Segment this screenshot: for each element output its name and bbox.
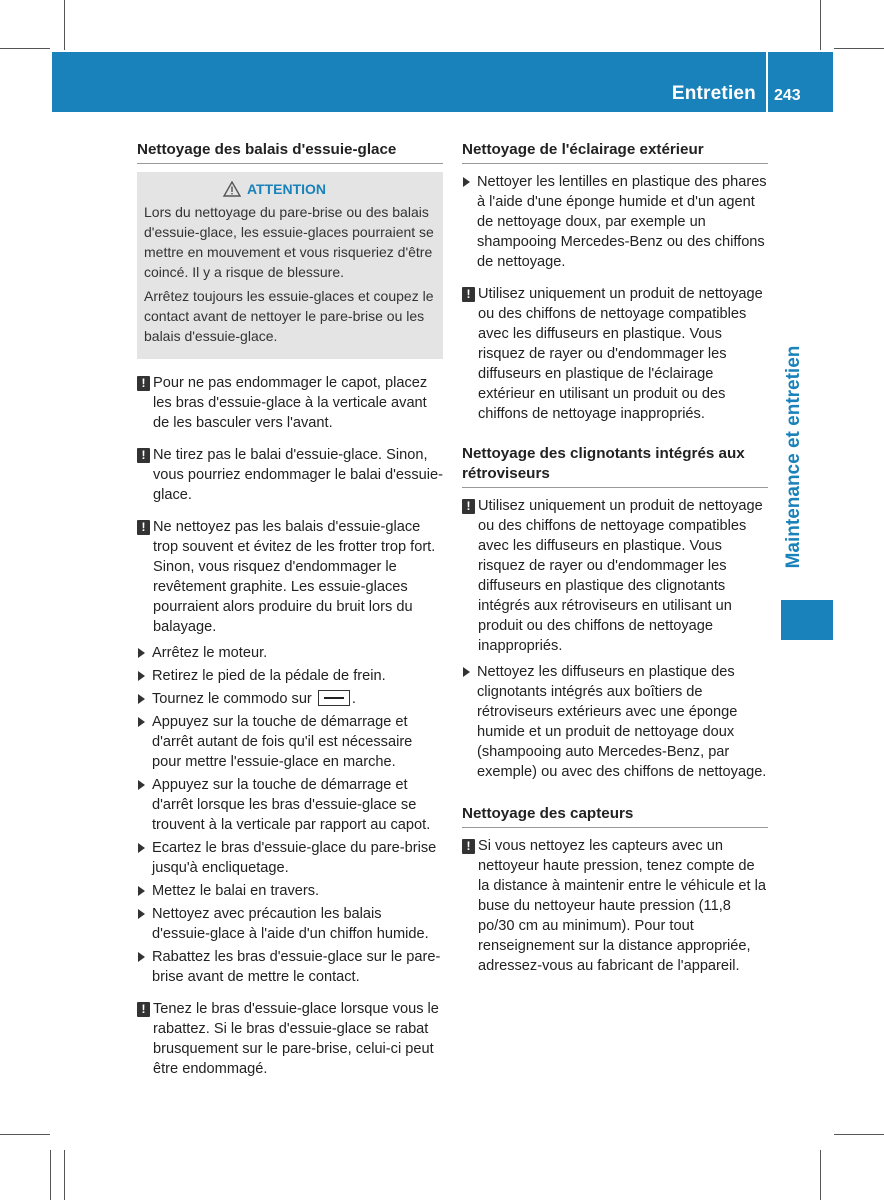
- section-heading-sensors: Nettoyage des capteurs: [462, 804, 768, 828]
- crop-mark: [0, 1134, 50, 1135]
- instruction-step: [137, 838, 443, 878]
- caution-note: [137, 373, 443, 433]
- crop-mark: [50, 1150, 51, 1200]
- crop-mark: [820, 0, 821, 50]
- header-separator: [766, 52, 768, 112]
- instruction-step: [462, 662, 768, 782]
- crop-mark: [834, 48, 884, 49]
- step-text: Rabattez les bras d'essuie-glace sur le pare-brise avant de mettre le contact.: [152, 949, 441, 985]
- side-chapter-marker: [781, 600, 833, 640]
- note-exclamation-icon: !: [462, 287, 475, 302]
- caution-note: [462, 496, 768, 656]
- instruction-step: [137, 904, 443, 944]
- note-exclamation-icon: !: [137, 376, 150, 391]
- step-arrow-icon: [138, 671, 145, 681]
- step-arrow-icon: [463, 177, 470, 187]
- note-text: Utilisez uniquement un produit de nettoyage ou des chiffons de nettoyage compatibles avec les diffuseurs en plastique. Vous risquez de rayer ou d'endommager les diffuseurs en plastique des clignotants intégrés aux rétroviseurs en utilisant un produit ou des chiffons de nettoyage inappropriés.: [478, 498, 763, 654]
- note-text: Si vous nettoyez les capteurs avec un nettoyeur haute pression, tenez compte de la distance à maintenir entre le véhicule et la buse du nettoyeur haute pression (11,8 po/30 cm au minimum). Pour tout renseignement sur la distance appropriée, adressez-vous au fabricant de l'appareil.: [478, 838, 766, 974]
- section-heading-mirror-indicators: Nettoyage des clignotants intégrés aux rétroviseurs: [462, 444, 768, 488]
- side-chapter-label: Maintenance et entretien: [783, 345, 804, 569]
- note-exclamation-icon: !: [137, 448, 150, 463]
- step-arrow-icon: [138, 780, 145, 790]
- crop-mark: [64, 0, 65, 50]
- crop-mark: [64, 1150, 65, 1200]
- caution-note: [137, 999, 443, 1079]
- instruction-step: [137, 666, 443, 686]
- step-text: Mettez le balai en travers.: [152, 883, 320, 899]
- note-exclamation-icon: !: [462, 839, 475, 854]
- warning-title: [144, 179, 435, 199]
- caution-note: [462, 284, 768, 424]
- step-text: Nettoyez avec précaution les balais d'essuie-glace à l'aide d'un chiffon humide.: [152, 906, 429, 942]
- step-arrow-icon: [138, 694, 145, 704]
- instruction-step: [137, 881, 443, 901]
- page-number: 243: [774, 87, 801, 104]
- step-text: Ecartez le bras d'essuie-glace du pare-brise jusqu'à encliquetage.: [152, 840, 437, 876]
- step-text: Retirez le pied de la pédale de frein.: [152, 668, 386, 684]
- step-arrow-icon: [463, 667, 470, 677]
- note-exclamation-icon: !: [462, 499, 475, 514]
- warning-paragraph: Lors du nettoyage du pare-brise ou des balais d'essuie-glace, les essuie-glaces pourraient se mettre en mouvement et vous risqueriez d'être coincé. Il y a risque de blessure.: [144, 204, 434, 280]
- instruction-step: [137, 775, 443, 835]
- note-exclamation-icon: !: [137, 1002, 150, 1017]
- step-text: Nettoyez les diffuseurs en plastique des clignotants intégrés aux boîtiers de rétroviseurs extérieurs avec une éponge humide et un produit de nettoyage doux (shampooing auto Mercedes-Benz, par exemple) ou avec des chiffons de nettoyage.: [477, 664, 767, 780]
- caution-note: [462, 836, 768, 976]
- warning-triangle-icon: [223, 181, 241, 197]
- caution-note: [137, 517, 443, 637]
- step-text: Nettoyer les lentilles en plastique des phares à l'aide d'une éponge humide et d'un agent de nettoyage doux, par exemple un shampooing Mercedes-Benz ou des chiffons de nettoyage.: [477, 174, 767, 270]
- instruction-step: [462, 172, 768, 272]
- step-text: Tournez le commodo sur: [152, 691, 312, 707]
- side-chapter-tab: [784, 322, 804, 592]
- page-header-bar: [52, 52, 833, 112]
- step-text-end: .: [351, 691, 356, 707]
- crop-mark: [834, 1134, 884, 1135]
- step-arrow-icon: [138, 909, 145, 919]
- instruction-step: [137, 947, 443, 987]
- section-heading-exterior-lighting: Nettoyage de l'éclairage extérieur: [462, 140, 768, 164]
- section-heading-wiper-blades: Nettoyage des balais d'essuie-glace: [137, 140, 443, 164]
- step-text: Appuyez sur la touche de démarrage et d'arrêt lorsque les bras d'essuie-glace se trouvent à la verticale par rapport au capot.: [152, 777, 431, 833]
- note-text: Ne tirez pas le balai d'essuie-glace. Sinon, vous pourriez endommager le balai d'essuie-glace.: [153, 447, 443, 503]
- crop-mark: [0, 48, 50, 49]
- caution-note: [137, 445, 443, 505]
- warning-paragraph: Arrêtez toujours les essuie-glaces et coupez le contact avant de nettoyer le pare-brise ou les balais d'essuie-glace.: [144, 288, 434, 344]
- step-arrow-icon: [138, 952, 145, 962]
- step-arrow-icon: [138, 843, 145, 853]
- step-text: Arrêtez le moteur.: [152, 645, 268, 661]
- note-text: Tenez le bras d'essuie-glace lorsque vous le rabattez. Si le bras d'essuie-glace se rabat brusquement sur le pare-brise, celui-ci peut être endommagé.: [153, 1001, 439, 1077]
- instruction-step: [137, 689, 443, 709]
- wiper-off-position-icon: [318, 690, 350, 706]
- note-exclamation-icon: !: [137, 520, 150, 535]
- note-text: Utilisez uniquement un produit de nettoyage ou des chiffons de nettoyage compatibles avec les diffuseurs en plastique. Vous risquez de rayer ou d'endommager les diffuseurs en plastique de l'éclairage extérieur en utilisant un produit ou des chiffons de nettoyage inappropriés.: [478, 286, 763, 422]
- instruction-step: [137, 712, 443, 772]
- note-text: Ne nettoyez pas les balais d'essuie-glace trop souvent et évitez de les frotter trop fort. Sinon, vous risquez d'endommager le revêtement graphite. Les essuie-glaces pourraient alors produire du bruit lors du balayage.: [153, 519, 436, 635]
- instruction-steps: [137, 643, 443, 987]
- instruction-step: [137, 643, 443, 663]
- step-arrow-icon: [138, 886, 145, 896]
- step-arrow-icon: [138, 717, 145, 727]
- warning-box: [137, 172, 443, 359]
- step-text: Appuyez sur la touche de démarrage et d'arrêt autant de fois qu'il est nécessaire pour mettre l'essuie-glace en marche.: [152, 714, 413, 770]
- warning-title-text: ATTENTION: [246, 181, 327, 197]
- note-text: Pour ne pas endommager le capot, placez les bras d'essuie-glace à la verticale avant de les basculer vers l'avant.: [153, 375, 428, 431]
- page-section-title: Entretien: [671, 83, 756, 104]
- step-arrow-icon: [138, 648, 145, 658]
- right-column: [462, 140, 768, 988]
- crop-mark: [820, 1150, 821, 1200]
- left-column: [137, 140, 443, 1091]
